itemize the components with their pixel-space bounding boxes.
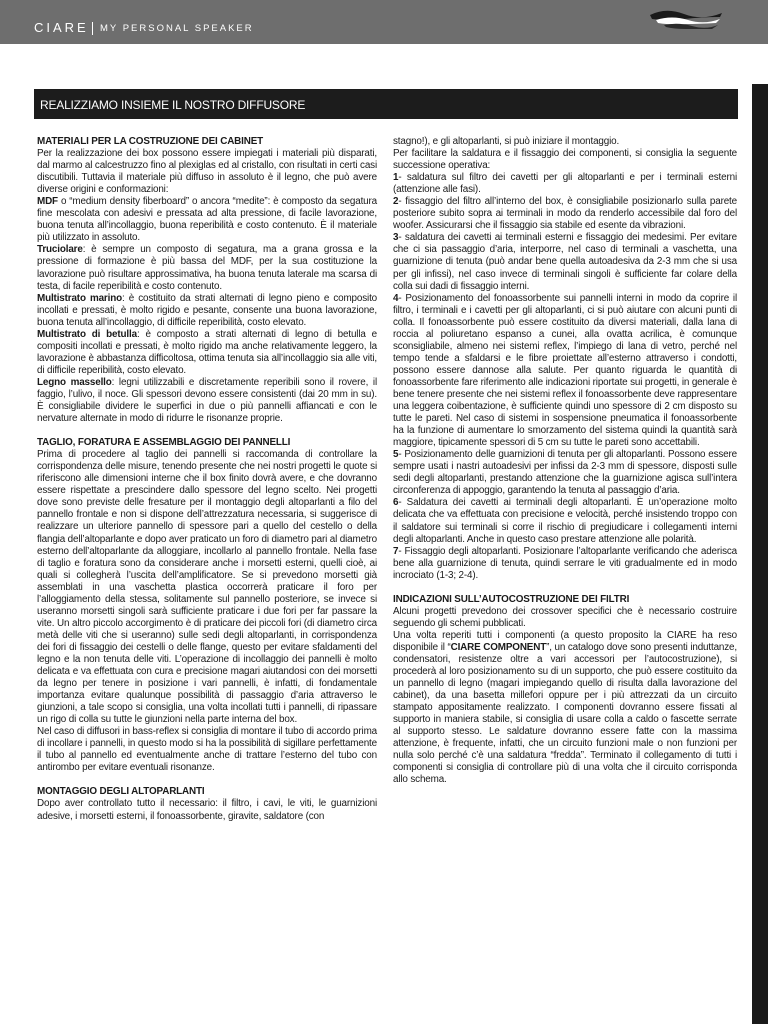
catalog-name: CIARE COMPONENT [450, 641, 547, 653]
material-marino [37, 293, 377, 329]
step-2 [393, 196, 737, 232]
step-number: 4 [393, 292, 399, 304]
step-1 [393, 172, 737, 196]
material-mdf [37, 196, 377, 244]
material-desc: : è sempre un composto di segatura, ma a grana grossa e la pressione di formazione è più bassa del MDF, per la sua costituzione la lavorazione può risultare approssimativa, ha buona tenuta laterale ma scarsa di testa, di facile reperibilità e costo contenuto. [37, 244, 377, 292]
material-term: Multistrato marino [37, 292, 122, 304]
wave-logo-icon [646, 5, 726, 35]
side-tab [752, 44, 768, 1024]
step-3 [393, 232, 737, 292]
taglio-heading: TAGLIO, FORATURA E ASSEMBLAGGIO DEI PANNELLI [37, 437, 291, 449]
step-text: - Posizionamento delle guarnizioni di tenuta per gli altoparlanti. Possono essere sempre usati i nastri autoadesivi per infissi da 2-3 mm di spessore, disposti sulle sedi degli altoparlanti, prestando attenzione che la guarnizione agisca sull’intera circonferenza di appoggio, garantendo la tenuta al passaggio d’aria. [393, 449, 737, 497]
brand-tagline: MY PERSONAL SPEAKER [100, 23, 254, 34]
step-number: 2 [393, 196, 399, 208]
material-massello [37, 377, 377, 425]
section-title: REALIZZIAMO INSIEME IL NOSTRO DIFFUSORE [40, 98, 306, 112]
step-7 [393, 546, 737, 582]
right-column [393, 136, 737, 786]
material-desc: : è composto a strati alternati di legno di betulla e compositi incollati e pressati, è molto rigido ma anche relativamente leggero, la lavorazione è abbastanza difficoltosa, ottima tenuta sia all’incollaggio sia alle viti, di difficile reperibilità, costo elevato. [37, 328, 377, 376]
step-4 [393, 293, 737, 450]
step-text: - Fissaggio degli altoparlanti. Posizionare l’altoparlante verificando che aderisca bene alla guarnizione di tenuta, quindi serrare le viti gradualmente ed in modo incrociato (1-3; 2-4). [393, 545, 737, 581]
montaggio-intro: Per facilitare la saldatura e il fissaggio dei componenti, si consiglia la seguente successione operativa: [393, 148, 737, 172]
material-term: Legno massello [37, 376, 112, 388]
step-number: 3 [393, 232, 399, 244]
montaggio-continued: stagno!), e gli altoparlanti, si può iniziare il montaggio. [393, 136, 620, 147]
materials-heading: MATERIALI PER LA COSTRUZIONE DEI CABINET [37, 136, 264, 147]
step-5 [393, 449, 737, 497]
filtri-text-a: Una volta reperiti tutti i componenti (a questo proposito la CIARE ha reso disponibile il “ [393, 629, 737, 653]
step-number: 1 [393, 172, 399, 184]
montaggio-paragraph-1: Dopo aver controllato tutto il necessario: il filtro, i cavi, le viti, le guarnizioni adesive, i morsetti esterni, il fonoassorbente, giravite, saldatore (con [37, 798, 377, 822]
left-column [37, 136, 377, 823]
step-number: 5 [393, 449, 399, 461]
materials-intro: Per la realizzazione dei box possono essere impiegati i materiali più disparati, dal marmo al calcestruzzo fino al plexiglas ed al cristallo, con risultati in certi casi discutibili. Tuttavia il materiale più diffuso in assoluto è il legno, che può avere diverse origini e conformazioni: [37, 148, 377, 196]
step-text: - fissaggio del filtro all’interno del box, è consigliabile posizionarlo sulla parete posteriore subito sopra ai terminali in modo da renderlo accessibile dal foro del woofer. Assicurarsi che il fissaggio sia stabile ed esente da vibrazioni. [393, 196, 737, 232]
taglio-paragraph-2: Nel caso di diffusori in bass-reflex si consiglia di montare il tubo di accordo prima di incollare i pannelli, in questo modo si ha la possibilità di sigillare perfettamente il tubo al pannello ed eventualmente anche di trattare l’esterno del tubo con antirombo per evitare eventuali risonanze. [37, 726, 377, 774]
filtri-heading: INDICAZIONI SULL’AUTOCOSTRUZIONE DEI FILTRI [393, 593, 630, 605]
step-text: - saldatura sul filtro dei cavetti per gli altoparlanti e per i terminali esterni (attenzione alle fasi). [393, 172, 737, 196]
taglio-paragraph-1: Prima di procedere al taglio dei pannelli si raccomanda di controllare la corrispondenza delle misure, tenendo presente che nei nostri progetti le quote si riferiscono alle dimensioni interne che il box finito dovrà avere, e che dovranno essere rispettate a prescindere dallo spessore del legno scelto. Nei progetti dove sono previste delle fresature per il montaggio degli altoparlanti a filo del pannello frontale e non si dispone dell’attrezzatura necessaria, si suggerisce di realizzare un ulteriore pannello di spessore pari a quello del cestello o della flangia dell’altoparlante e dopo aver praticato un foro di diametro pari al diametro esterno dell’altoparlante da alloggiare, incollarlo al pannello frontale. Nella fase di taglio e foratura sono da considerare anche i morsetti esterni, quelli cioè, ai quali si collegherà l’uscita dell’amplificatore. Se si prevedono morsetti già assemblati in una vaschetta plastica occorrerà praticare il foro per l’alloggiamento della stessa, solitamente sul pannello posteriore, se invece si useranno morsetti singoli sarà sufficiente praticare i due fori per far passare la vite. Un altro piccolo accorgimento è di praticare dei piccoli fori (di diametro circa metà delle viti che si useranno) sulle sedi degli altoparlanti, in corrispondenza dei fori di fissaggio dei cestelli o delle flange, questo per evitare sfaldamenti del legno e la non tenuta delle viti. L’operazione di incollaggio dei pannelli è molto delicata e va effettuata con cura e precisione magari aiutandosi con dei morsetti da legno per tenere in posizione i vari pannelli, è infatti, di fondamentale importanza evitare qualunque possibilità di passaggio d’aria attraverso le giunzioni, a tale scopo si consiglia, una volta incollati tutti i pannelli, di ripassare un rigo di colla su tutte le giunzioni nella parte interna del box. [37, 449, 377, 726]
material-betulla [37, 329, 377, 377]
step-number: 7 [393, 545, 399, 557]
step-text: - Saldatura dei cavetti ai terminali degli altoparlanti. È un’operazione molto delicata che va effettuata con precisione e velocità, perché insistendo troppo con il saldatore sui terminali si corre il rischio di pregiudicare i collegamenti interni degli altoparlanti. Anche in questo caso prestare attenzione alle polarità. [393, 497, 737, 545]
filtri-paragraph-1: Alcuni progetti prevedono dei crossover specifici che è necessario costruire seguendo gli schemi pubblicati. [393, 605, 737, 629]
header-bar [0, 0, 768, 44]
step-6 [393, 497, 737, 545]
brand-divider [92, 22, 93, 35]
material-desc: : legni utilizzabili e discretamente reperibili sono il rovere, il faggio, l’ulivo, il noce. Gli spessori devono essere consistenti (dai 20 mm in su). È consigliabile dividere le superfici in due o più pannelli affiancati e con le nervature alternate in modo di ridurre le risonanze proprie. [37, 376, 377, 425]
material-truciolare [37, 244, 377, 292]
brand-name: CIARE [34, 20, 89, 35]
step-text: - saldatura dei cavetti ai terminali esterni e fissaggio dei medesimi. Per evitare che ci sia passaggio d’aria, interporre, nel caso di terminali a vaschetta, una guarnizione di tenuta (può andar bene quella autoadesiva da 2-3 mm che si usa per gli infissi), nel caso invece di terminali singoli è sufficiente far colare della colla sui dadi di fissaggio interni. [393, 232, 737, 292]
montaggio-heading: MONTAGGIO DEGLI ALTOPARLANTI [37, 786, 205, 798]
material-term: Multistrato di betulla [37, 328, 137, 340]
section-title-bar [34, 89, 738, 119]
material-term: MDF [37, 196, 58, 208]
step-number: 6 [393, 497, 399, 509]
step-text: - Posizionamento del fonoassorbente sui pannelli interni in modo da coprire il filtro, i terminali e i cavetti per gli altoparlanti, ci si può aiutare con alcuni punti di colla. Il fonoassorbente può essere costituito da diversi materiali, dalla lana di roccia al poliuretano espanso a cunei, alla ovatta acrilica, è comunque sconsigliabile, almeno nei sistemi reflex, l’impiego di lana di vetro, perché nel tempo tende a sfaldarsi e le fibre proiettate all’esterno attraverso i condotti, possono essere dannose alla salute. Per quanto riguarda le quantità di fonoassorbente fare riferimento alle indicazioni riportate sui progetti, in generale è bene tenere presente che nei sistemi reflex il fonoassorbente deve rappresentare una leggera coibentazione, è sufficiente quindi uno spessore di 2 cm disposto su tutte le pareti. Nel caso di sistemi in sospensione pneumatica il fonoassorbente ha la funzione di aumentare lo smorzamento del sistema quindi la quantità sarà maggiore, tipicamente spessori di 5 cm su tutte le pareti sono accettabili. [393, 292, 737, 449]
material-term: Truciolare [37, 244, 83, 256]
filtri-text-b: ”, un catalogo dove sono presenti induttanze, condensatori, resistenze oltre a vari accessori per l’autocostruzione), si procederà al loro posizionamento su di un supporto, che può essere costituito da un pannello di legno (magari impiegando quello di risulta dalla lavorazione del cabinet), da una basetta millefori oppure per i più attrezzati da un circuito stampato appositamente realizzato. I componenti dovranno essere fissati al supporto in maniera stabile, si consiglia di usare colla a caldo o fascette serrate al supporto stesso. Le saldature dovranno essere fatte con la massima attenzione, è frequente, infatti, che un circuito funzioni male o non funzioni per nulla solo perché c’è una saldatura “fredda”. Terminato il collegamento di tutti i componenti si consiglia di controllare più di una volta che il circuito corrisponda allo schema. [393, 641, 737, 786]
material-desc: : è costituito da strati alternati di legno pieno e composito incollati e pressati, è molto rigido e pesante, consente una buona lavorazione, buona tenuta all’incollaggio, di difficile reperibilità, costo elevato. [37, 292, 378, 328]
filtri-paragraph-2 [393, 630, 737, 787]
side-tab-notch [752, 44, 768, 84]
material-desc: o “medium density fiberboard” o ancora “medite”: è composto da segatura fine mescolata con adesivi e pressata ad alta pressione, di facile lavorazione, buona tenuta all’incollaggio, buona reperibilità e costo contenuto. È il materiale più utilizzato in assoluto. [37, 196, 377, 244]
